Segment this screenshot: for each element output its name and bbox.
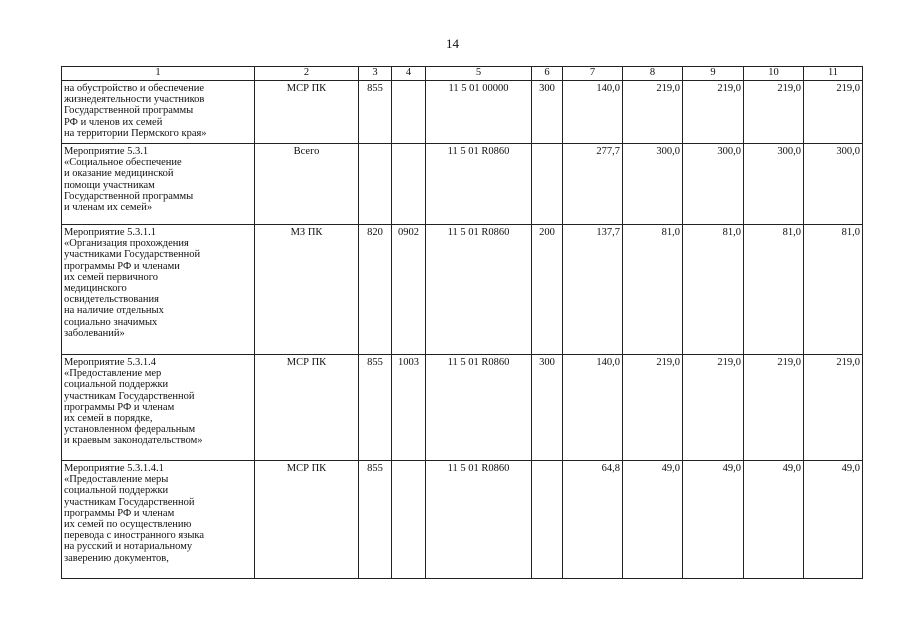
row-col6-cell: 300 — [532, 81, 563, 144]
row-col5-cell: 11 5 01 R0860 — [426, 461, 532, 579]
row-org-cell: Всего — [255, 144, 359, 225]
row-col3-cell: 855 — [359, 461, 392, 579]
row-col8-cell: 49,0 — [623, 461, 683, 579]
row-col10-cell: 81,0 — [744, 225, 804, 355]
row-col3-cell: 855 — [359, 355, 392, 461]
column-header-2: 2 — [255, 67, 359, 81]
row-col6-cell — [532, 461, 563, 579]
row-col4-cell — [392, 144, 426, 225]
row-col4-cell — [392, 461, 426, 579]
row-col9-cell: 219,0 — [683, 355, 744, 461]
table-row — [62, 81, 863, 144]
row-org-cell: МЗ ПК — [255, 225, 359, 355]
row-col11-cell: 49,0 — [804, 461, 863, 579]
row-name-cell: Мероприятие 5.3.1.4 «Предоставление мер социальной поддержки участникам Государственной программы РФ и членам их семей в порядке, установленном федеральным и краевым законодательством» — [62, 355, 255, 461]
table-row — [62, 225, 863, 355]
table-header-row — [62, 67, 863, 81]
row-col11-cell: 219,0 — [804, 355, 863, 461]
row-col6-cell — [532, 144, 563, 225]
row-col8-cell: 81,0 — [623, 225, 683, 355]
column-header-11: 11 — [804, 67, 863, 81]
row-col10-cell: 219,0 — [744, 81, 804, 144]
page-number: 14 — [446, 36, 459, 51]
row-col6-cell: 300 — [532, 355, 563, 461]
column-header-6: 6 — [532, 67, 563, 81]
table-row — [62, 144, 863, 225]
row-col9-cell: 219,0 — [683, 81, 744, 144]
row-col7-cell: 64,8 — [563, 461, 623, 579]
row-col7-cell: 140,0 — [563, 81, 623, 144]
row-col9-cell: 81,0 — [683, 225, 744, 355]
row-col11-cell: 300,0 — [804, 144, 863, 225]
row-col8-cell: 300,0 — [623, 144, 683, 225]
row-col8-cell: 219,0 — [623, 355, 683, 461]
row-col4-cell: 0902 — [392, 225, 426, 355]
column-header-1: 1 — [62, 67, 255, 81]
row-col9-cell: 49,0 — [683, 461, 744, 579]
row-col5-cell: 11 5 01 R0860 — [426, 225, 532, 355]
column-header-3: 3 — [359, 67, 392, 81]
row-org-cell: МСР ПК — [255, 355, 359, 461]
row-col7-cell: 140,0 — [563, 355, 623, 461]
row-col7-cell: 277,7 — [563, 144, 623, 225]
row-name-cell: Мероприятие 5.3.1.1 «Организация прохождения участниками Государственной программы РФ и членами их семей первичного медицинского освидетельствования на наличие отдельных социально значимых заболеваний» — [62, 225, 255, 355]
row-col4-cell — [392, 81, 426, 144]
row-col5-cell: 11 5 01 00000 — [426, 81, 532, 144]
table-row — [62, 461, 863, 579]
row-col8-cell: 219,0 — [623, 81, 683, 144]
row-col3-cell: 820 — [359, 225, 392, 355]
row-col5-cell: 11 5 01 R0860 — [426, 355, 532, 461]
column-header-9: 9 — [683, 67, 744, 81]
column-header-5: 5 — [426, 67, 532, 81]
row-col11-cell: 81,0 — [804, 225, 863, 355]
row-col6-cell: 200 — [532, 225, 563, 355]
row-col5-cell: 11 5 01 R0860 — [426, 144, 532, 225]
row-name-cell: на обустройство и обеспечение жизнедеятельности участников Государственной программы РФ и членов их семей на территории Пермского края» — [62, 81, 255, 144]
column-header-10: 10 — [744, 67, 804, 81]
column-header-8: 8 — [623, 67, 683, 81]
row-col11-cell: 219,0 — [804, 81, 863, 144]
table-row — [62, 355, 863, 461]
row-col7-cell: 137,7 — [563, 225, 623, 355]
row-col10-cell: 49,0 — [744, 461, 804, 579]
row-col9-cell: 300,0 — [683, 144, 744, 225]
column-header-7: 7 — [563, 67, 623, 81]
row-org-cell: МСР ПК — [255, 461, 359, 579]
row-col3-cell — [359, 144, 392, 225]
row-col4-cell: 1003 — [392, 355, 426, 461]
budget-table — [61, 66, 863, 579]
row-name-cell: Мероприятие 5.3.1.4.1 «Предоставление меры социальной поддержки участникам Государственной программы РФ и членам их семей по осуществлению перевода с иностранного языка на русский и нотариальному заверению документов, — [62, 461, 255, 579]
row-name-cell: Мероприятие 5.3.1 «Социальное обеспечение и оказание медицинской помощи участникам Государственной программы и членам их семей» — [62, 144, 255, 225]
row-col3-cell: 855 — [359, 81, 392, 144]
row-org-cell: МСР ПК — [255, 81, 359, 144]
row-col10-cell: 300,0 — [744, 144, 804, 225]
row-col10-cell: 219,0 — [744, 355, 804, 461]
column-header-4: 4 — [392, 67, 426, 81]
